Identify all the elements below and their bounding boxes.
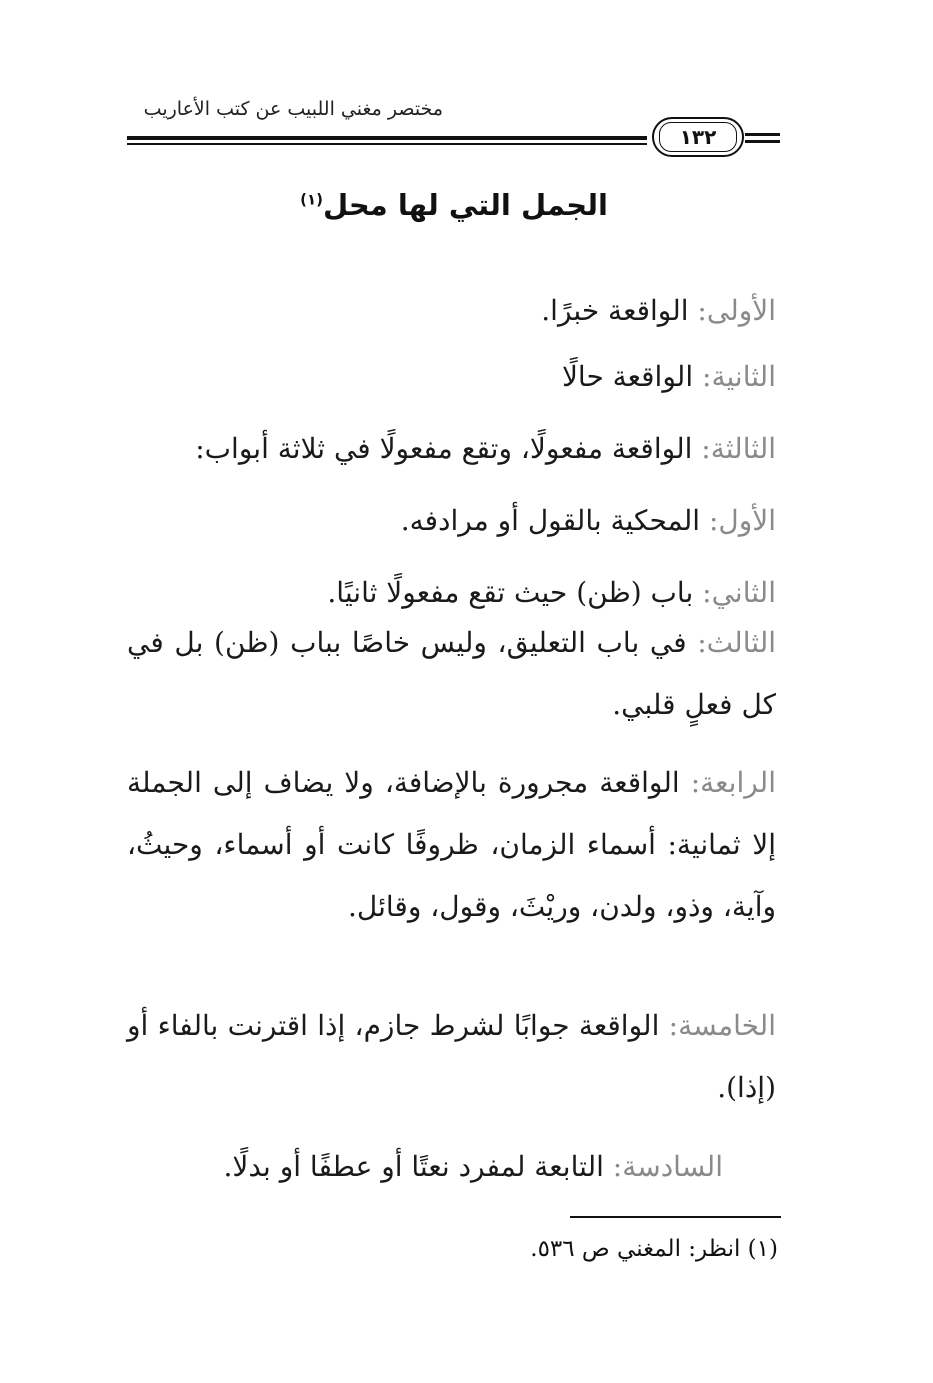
page-number: ١٣٢ (659, 122, 737, 152)
page-number-badge (652, 117, 744, 157)
footnote-reference: (١) (300, 190, 323, 209)
paragraph-label: الثالثة: (701, 432, 776, 465)
header-rule-right-bottom (745, 140, 780, 143)
paragraph-text: في باب التعليق، وليس خاصًا بباب (ظن) بل في كل فعلٍ قلبي. (127, 626, 776, 721)
paragraph-third (127, 418, 776, 480)
header-rule-right-top (745, 133, 780, 136)
paragraph-label: الثاني: (702, 576, 776, 609)
paragraph-fourth (127, 752, 776, 938)
section-title (300, 188, 608, 222)
paragraph-text: الواقعة حالًا (561, 360, 703, 393)
paragraph-text: الواقعة خبرًا. (541, 294, 698, 327)
header-rule-thin (127, 143, 647, 145)
paragraph-second (127, 346, 776, 408)
paragraph-sixth (127, 1136, 723, 1198)
paragraph-label: السادسة: (612, 1150, 723, 1183)
paragraph-label: الثالث: (697, 626, 776, 659)
header-rule-thick (127, 136, 647, 140)
paragraph-text: المحكية بالقول أو مرادفه. (400, 504, 709, 537)
section-title-text: الجمل التي لها محل (322, 188, 608, 222)
running-header-title: مختصر مغني اللبيب عن كتب الأعاريب (143, 98, 443, 120)
footnote: (١) انظر: المغني ص ٥٣٦. (530, 1236, 778, 1262)
paragraph-fifth (127, 995, 776, 1119)
paragraph-label: الخامسة: (668, 1009, 776, 1042)
paragraph-label: الأول: (708, 504, 776, 537)
paragraph-sub-third (127, 612, 776, 736)
paragraph-text: باب (ظن) حيث تقع مفعولًا ثانيًا. (327, 576, 703, 609)
paragraph-label: الرابعة: (690, 766, 776, 799)
paragraph-label: الثانية: (702, 360, 776, 393)
paragraph-first (127, 280, 776, 342)
footnote-separator (570, 1216, 781, 1218)
paragraph-text: الواقعة مفعولًا، وتقع مفعولًا في ثلاثة أبواب: (195, 432, 702, 465)
paragraph-text: الواقعة جوابًا لشرط جازم، إذا اقترنت بالفاء أو (إذا). (127, 1009, 776, 1104)
paragraph-text: التابعة لمفرد نعتًا أو عطفًا أو بدلًا. (223, 1150, 613, 1183)
paragraph-text: الواقعة مجرورة بالإضافة، ولا يضاف إلى الجملة إلا ثمانية: أسماء الزمان، ظروفًا كانت أو أسماء، وحيثُ، وآية، وذو، ولدن، وريْثَ، وقول، وقائل. (127, 766, 776, 923)
paragraph-label: الأولى: (697, 294, 776, 327)
paragraph-sub-first (127, 490, 776, 552)
